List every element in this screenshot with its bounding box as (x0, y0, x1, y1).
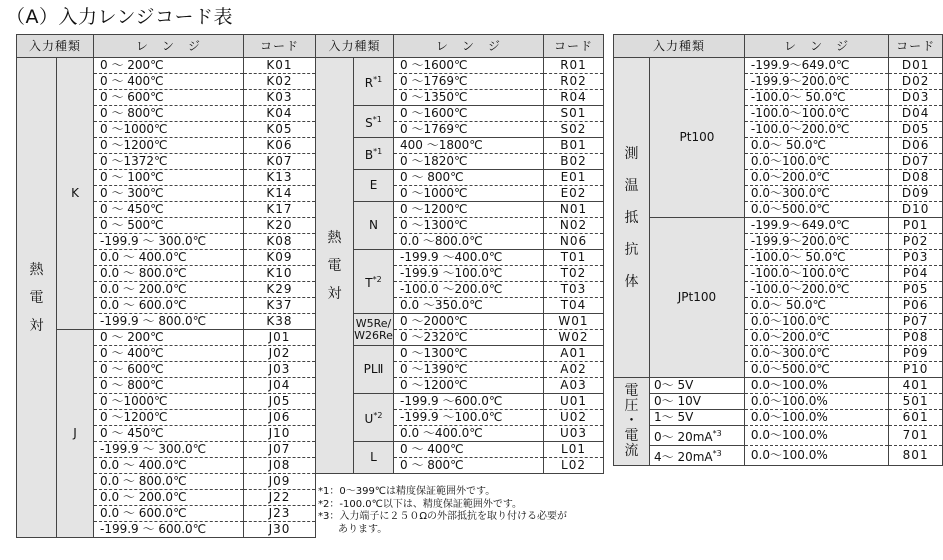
range-cell: 0.0～ 50.0℃ (744, 138, 888, 154)
input-type-name: T (365, 276, 373, 290)
input-type-name: K (71, 186, 79, 200)
category-char: ・ (624, 413, 639, 429)
category-char: 電 (327, 257, 342, 274)
input-type-name: 0～ 20mA (654, 430, 713, 444)
table-row (316, 106, 604, 122)
code-cell: K37 (244, 298, 316, 314)
range-cell: 0 ～1372℃ (94, 154, 244, 170)
table-row (316, 346, 604, 362)
range-cell: 0.0～200.0℃ (744, 330, 888, 346)
category-label (17, 58, 57, 538)
footnotes (318, 486, 567, 536)
note-mark: *1 (373, 75, 383, 84)
range-cell: 0 ～1600℃ (394, 58, 544, 74)
code-cell: R01 (544, 58, 604, 74)
code-cell: J30 (244, 522, 316, 538)
range-cell: -199.9 ～ 600.0℃ (94, 522, 244, 538)
code-cell: K13 (244, 170, 316, 186)
category-label (614, 58, 650, 378)
range-cell: 0 ～1000℃ (394, 186, 544, 202)
input-type-name: E (369, 178, 378, 192)
code-cell: P08 (889, 330, 943, 346)
code-cell: E02 (544, 186, 604, 202)
range-cell: 0 ～ 800℃ (94, 378, 244, 394)
range-cell: -199.9～200.0℃ (744, 74, 888, 90)
category-char: 体 (624, 273, 639, 290)
header-range: レ ン ジ (94, 35, 244, 58)
range-cell: 0.0 ～ 200.0℃ (94, 282, 244, 298)
range-cell: 0 ～1300℃ (394, 218, 544, 234)
range-cell: -199.9 ～ 300.0℃ (94, 234, 244, 250)
code-cell: S02 (544, 122, 604, 138)
code-cell: J05 (244, 394, 316, 410)
range-cell: -199.9～649.0℃ (744, 58, 888, 74)
table-row (614, 410, 943, 426)
input-type-label (354, 314, 394, 346)
range-cell: -100.0～200.0℃ (744, 122, 888, 138)
code-cell: K09 (244, 250, 316, 266)
table-row (316, 250, 604, 266)
code-cell: K05 (244, 122, 316, 138)
input-type-name: 4～ 20mA (654, 450, 713, 464)
range-cell: 0.0 ～400.0℃ (394, 426, 544, 442)
input-type-label (650, 58, 745, 218)
code-cell: K02 (244, 74, 316, 90)
note-mark: *1 (372, 115, 382, 124)
code-cell: E01 (544, 170, 604, 186)
note-mark: *3 (712, 429, 722, 438)
code-cell: N06 (544, 234, 604, 250)
note-mark: *3 (712, 449, 722, 458)
range-cell: 0.0 ～800.0℃ (394, 234, 544, 250)
range-cell: 0.0～100.0℃ (744, 154, 888, 170)
input-type-label (650, 426, 745, 446)
range-cell: 0 ～1000℃ (94, 122, 244, 138)
code-cell: W02 (544, 330, 604, 346)
range-cell: 0 ～1000℃ (94, 394, 244, 410)
input-type-label (650, 378, 745, 394)
range-cell: -199.9～200.0℃ (744, 234, 888, 250)
range-cell: 0 ～ 200℃ (94, 330, 244, 346)
note-mark: *2 (372, 275, 382, 284)
range-cell: 0.0～500.0℃ (744, 202, 888, 218)
range-cell: 400 ～1800℃ (394, 138, 544, 154)
header-input-type: 入力種類 (316, 35, 394, 58)
input-type-name: S (365, 116, 373, 130)
category-char: 対 (29, 317, 44, 334)
category-char: 電 (624, 383, 639, 399)
code-cell: S01 (544, 106, 604, 122)
code-cell: P06 (889, 298, 943, 314)
input-type-label (354, 138, 394, 170)
table-row (614, 58, 943, 74)
category-char: 対 (327, 285, 342, 302)
range-cell: -199.9 ～400.0℃ (394, 250, 544, 266)
category-char: 温 (624, 177, 639, 194)
table-row (614, 378, 943, 394)
code-cell: P01 (889, 218, 943, 234)
range-cell: 0 ～ 500℃ (94, 218, 244, 234)
range-cell: 0.0～100.0% (744, 446, 888, 466)
range-cell: 0 ～ 600℃ (94, 90, 244, 106)
input-type-label (354, 250, 394, 314)
range-cell: 0 ～1820℃ (394, 154, 544, 170)
code-cell: 401 (889, 378, 943, 394)
category-char: 熱 (29, 261, 44, 278)
note-mark: *2 (373, 411, 383, 420)
range-cell: 0 ～1769℃ (394, 74, 544, 90)
code-cell: J02 (244, 346, 316, 362)
header-input-type: 入力種類 (17, 35, 94, 58)
table-row (614, 218, 943, 234)
footnote: *1：0～399℃は精度保証範囲外です。 (318, 486, 496, 497)
range-cell: 0 ～1300℃ (394, 346, 544, 362)
header-code: コード (889, 35, 943, 58)
input-type-label (650, 446, 745, 466)
input-type-label (354, 202, 394, 250)
range-cell: 0 ～ 600℃ (94, 362, 244, 378)
range-cell: 0.0 ～ 600.0℃ (94, 506, 244, 522)
input-type-name: L (370, 450, 377, 464)
code-cell: 801 (889, 446, 943, 466)
range-cell: -199.9～649.0℃ (744, 218, 888, 234)
input-type-name: 1～ 5V (654, 410, 694, 424)
header-range: レ ン ジ (744, 35, 888, 58)
input-type-name: J (73, 426, 77, 440)
input-type-name: U (364, 412, 374, 426)
range-cell: -199.9 ～100.0℃ (394, 410, 544, 426)
code-cell: 601 (889, 410, 943, 426)
input-type-name: 0～ 5V (654, 378, 694, 392)
input-type-label (354, 170, 394, 202)
table-row (614, 426, 943, 446)
range-cell: 0.0 ～ 400.0℃ (94, 458, 244, 474)
range-cell: 0.0 ～ 800.0℃ (94, 266, 244, 282)
input-type-label (57, 58, 94, 330)
input-type-label (354, 394, 394, 442)
code-cell: K01 (244, 58, 316, 74)
category-char: 流 (624, 443, 639, 459)
range-cell: 0.0～ 50.0℃ (744, 298, 888, 314)
range-cell: 0.0～100.0% (744, 410, 888, 426)
code-cell: N01 (544, 202, 604, 218)
code-cell: N02 (544, 218, 604, 234)
range-cell: 0 ～ 450℃ (94, 202, 244, 218)
category-char: 抗 (624, 241, 639, 258)
input-type-label (57, 330, 94, 538)
range-cell: 0.0～500.0℃ (744, 362, 888, 378)
range-cell: 0 ～1390℃ (394, 362, 544, 378)
range-cell: -199.9 ～ 800.0℃ (94, 314, 244, 330)
range-cell: 0.0～100.0% (744, 394, 888, 410)
code-cell: D05 (889, 122, 943, 138)
code-cell: J08 (244, 458, 316, 474)
code-cell: D02 (889, 74, 943, 90)
code-cell: T04 (544, 298, 604, 314)
category-char: 抵 (624, 209, 639, 226)
range-cell: 0.0～100.0% (744, 378, 888, 394)
code-cell: J06 (244, 410, 316, 426)
code-cell: A02 (544, 362, 604, 378)
code-cell: P03 (889, 250, 943, 266)
range-cell: -100.0～100.0℃ (744, 266, 888, 282)
code-cell: J04 (244, 378, 316, 394)
code-cell: 701 (889, 426, 943, 446)
range-cell: 0.0～300.0℃ (744, 186, 888, 202)
category-char: 熱 (327, 229, 342, 246)
range-cell: -199.9 ～ 300.0℃ (94, 442, 244, 458)
code-cell: L02 (544, 458, 604, 474)
range-cell: 0 ～1200℃ (94, 410, 244, 426)
range-cell: 0 ～ 300℃ (94, 186, 244, 202)
footnote: あります。 (318, 523, 388, 535)
code-cell: T03 (544, 282, 604, 298)
range-cell: 0 ～ 400℃ (94, 74, 244, 90)
range-cell: 0.0 ～ 200.0℃ (94, 490, 244, 506)
code-cell: U01 (544, 394, 604, 410)
footnote: *2：-100.0℃以下は、精度保証範囲外です。 (318, 498, 523, 510)
header-range: レ ン ジ (394, 35, 544, 58)
note-mark: *1 (373, 147, 383, 156)
code-cell: U02 (544, 410, 604, 426)
input-type-name: PLⅡ (363, 362, 384, 376)
code-cell: K03 (244, 90, 316, 106)
code-cell: D06 (889, 138, 943, 154)
table-row (614, 394, 943, 410)
input-type-name: N (369, 218, 378, 232)
range-cell: -100.0～ 50.0℃ (744, 250, 888, 266)
input-type-name: R (364, 76, 374, 90)
table-row (17, 330, 316, 346)
code-cell: P07 (889, 314, 943, 330)
range-cell: 0 ～1600℃ (394, 106, 544, 122)
range-table-rtd-voltage (613, 34, 943, 466)
range-cell: 0 ～ 400℃ (394, 442, 544, 458)
table-row (614, 446, 943, 466)
code-cell: K20 (244, 218, 316, 234)
range-cell: 0 ～ 800℃ (394, 458, 544, 474)
code-cell: D07 (889, 154, 943, 170)
code-cell: P10 (889, 362, 943, 378)
input-type-name: B (364, 148, 374, 162)
range-cell: -100.0～200.0℃ (744, 282, 888, 298)
category-char: 電 (624, 428, 639, 444)
range-cell: 0 ～1200℃ (394, 202, 544, 218)
code-cell: P05 (889, 282, 943, 298)
range-cell: 0.0～100.0% (744, 426, 888, 446)
range-cell: 0.0～200.0℃ (744, 170, 888, 186)
range-cell: 0.0 ～350.0℃ (394, 298, 544, 314)
range-cell: 0 ～ 200℃ (94, 58, 244, 74)
header-input-type: 入力種類 (614, 35, 745, 58)
table-row (17, 58, 316, 74)
input-type-label (354, 106, 394, 138)
range-cell: -100.0 ～200.0℃ (394, 282, 544, 298)
code-cell: T01 (544, 250, 604, 266)
code-cell: P09 (889, 346, 943, 362)
code-cell: D01 (889, 58, 943, 74)
code-cell: 501 (889, 394, 943, 410)
range-table-thermocouple-other (315, 34, 604, 474)
code-cell: T02 (544, 266, 604, 282)
range-cell: 0 ～ 800℃ (394, 170, 544, 186)
table-row (316, 314, 604, 330)
input-type-name: 0～ 10V (654, 394, 701, 408)
code-cell: K17 (244, 202, 316, 218)
category-char: 圧 (624, 398, 639, 414)
code-cell: D08 (889, 170, 943, 186)
range-cell: 0 ～ 400℃ (94, 346, 244, 362)
code-cell: K29 (244, 282, 316, 298)
range-cell: 0 ～2000℃ (394, 314, 544, 330)
code-cell: R02 (544, 74, 604, 90)
code-cell: A01 (544, 346, 604, 362)
code-cell: J01 (244, 330, 316, 346)
input-type-label (354, 346, 394, 394)
code-cell: J07 (244, 442, 316, 458)
range-cell: 0 ～1200℃ (394, 378, 544, 394)
range-cell: 0 ～ 800℃ (94, 106, 244, 122)
input-type-name: JPt100 (677, 290, 717, 304)
code-cell: R04 (544, 90, 604, 106)
code-cell: B02 (544, 154, 604, 170)
code-cell: K14 (244, 186, 316, 202)
category-label (316, 58, 354, 474)
table-row (316, 202, 604, 218)
input-type-label (650, 394, 745, 410)
code-cell: A03 (544, 378, 604, 394)
range-cell: 0 ～1350℃ (394, 90, 544, 106)
code-cell: D09 (889, 186, 943, 202)
code-cell: K10 (244, 266, 316, 282)
range-cell: 0 ～1200℃ (94, 138, 244, 154)
code-cell: P02 (889, 234, 943, 250)
code-cell: D04 (889, 106, 943, 122)
input-type-label (650, 218, 745, 378)
code-cell: K06 (244, 138, 316, 154)
header-code: コード (244, 35, 316, 58)
code-cell: J09 (244, 474, 316, 490)
input-type-name: Pt100 (679, 130, 715, 144)
range-cell: 0.0～100.0℃ (744, 314, 888, 330)
code-cell: D10 (889, 202, 943, 218)
code-cell: J23 (244, 506, 316, 522)
code-cell: K38 (244, 314, 316, 330)
range-cell: 0.0～300.0℃ (744, 346, 888, 362)
category-char: 電 (29, 289, 44, 306)
category-label (614, 378, 650, 466)
table-row (316, 58, 604, 74)
table-row (316, 170, 604, 186)
range-cell: 0.0 ～ 800.0℃ (94, 474, 244, 490)
input-type-label (354, 58, 394, 106)
header-code: コード (544, 35, 604, 58)
code-cell: J10 (244, 426, 316, 442)
code-cell: K08 (244, 234, 316, 250)
code-cell: L01 (544, 442, 604, 458)
input-type-label (650, 410, 745, 426)
code-cell: W01 (544, 314, 604, 330)
code-cell: P04 (889, 266, 943, 282)
range-cell: 0.0 ～ 400.0℃ (94, 250, 244, 266)
range-cell: 0 ～2320℃ (394, 330, 544, 346)
range-cell: 0.0 ～ 600.0℃ (94, 298, 244, 314)
table-row (316, 442, 604, 458)
range-cell: 0 ～ 100℃ (94, 170, 244, 186)
range-cell: -199.9 ～600.0℃ (394, 394, 544, 410)
code-cell: J22 (244, 490, 316, 506)
input-type-name-line: W26Re (354, 328, 393, 342)
range-cell: 0 ～ 450℃ (94, 426, 244, 442)
category-char: 測 (624, 145, 639, 162)
table-row (316, 394, 604, 410)
page-title: （A）入力レンジコード表 (6, 6, 234, 28)
input-type-name-line: W5Re/ (355, 316, 392, 330)
range-cell: -199.9 ～100.0℃ (394, 266, 544, 282)
code-cell: J03 (244, 362, 316, 378)
range-cell: -100.0～ 50.0℃ (744, 90, 888, 106)
range-cell: -100.0～100.0℃ (744, 106, 888, 122)
range-cell: 0 ～1769℃ (394, 122, 544, 138)
code-cell: U03 (544, 426, 604, 442)
input-type-label (354, 442, 394, 474)
code-cell: D03 (889, 90, 943, 106)
footnote: *3：入力端子に２５０Ωの外部抵抗を取り付ける必要が (318, 511, 568, 522)
table-row (316, 138, 604, 154)
code-cell: B01 (544, 138, 604, 154)
range-table-k-j (16, 34, 316, 538)
code-cell: K07 (244, 154, 316, 170)
code-cell: K04 (244, 106, 316, 122)
